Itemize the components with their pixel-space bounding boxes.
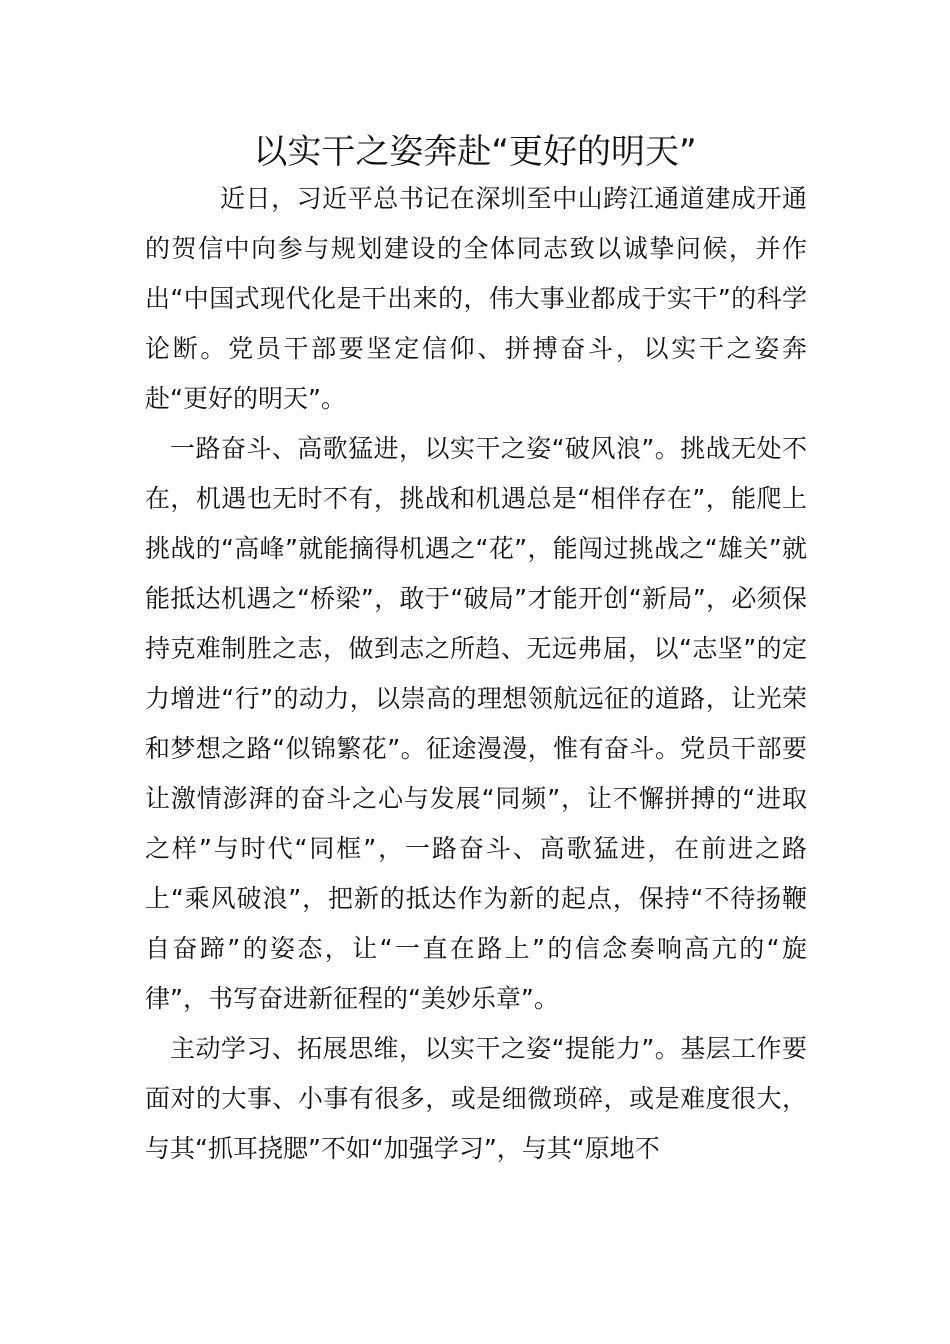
document-title: 以实干之姿奔赴“更好的明天” <box>253 132 697 172</box>
document-body <box>145 174 807 1174</box>
paragraph-improve-ability: 主动学习、拓展思维，以实干之姿“提能力”。基层工作要面对的大事、小事有很多，或是细微琐碎，或是难度很大，与其“抓耳挠腮”不如“加强学习”，与其“原地不 <box>145 1034 807 1163</box>
paragraph-break-waves: 一路奋斗、高歌猛进，以实干之姿“破风浪”。挑战无处不在，机遇也无时不有，挑战和机遇总是“相伴存在”，能爬上挑战的“高峰”就能摘得机遇之“花”，能闯过挑战之“雄关”就能抵达机遇之“桥梁”，敢于“破局”才能开创“新局”，必须保持克难制胜之志，做到志之所趋、无远弗届，以“志坚”的定力增进“行”的动力，以崇高的理想领航远征的道路，让光荣和梦想之路“似锦繁花”。征途漫漫，惟有奋斗。党员干部要让激情澎湃的奋斗之心与发展“同频”，让不懈拼搏的“进取之样”与时代“同框”，一路奋斗、高歌猛进，在前进之路上“乘风破浪”，把新的抵达作为新的起点，保持“不待扬鞭自奋蹄”的姿态，让“一直在路上”的信念奏响高亢的“旋律”，书写奋进新征程的“美妙乐章”。 <box>145 434 807 1013</box>
paragraph-intro: 近日，习近平总书记在深圳至中山跨江通道建成开通的贺信中向参与规划建设的全体同志致以诚挚问候，并作出“中国式现代化是干出来的，伟大事业都成于实干”的科学论断。党员干部要坚定信仰、拼搏奋斗，以实干之姿奔赴“更好的明天”。 <box>145 184 807 413</box>
